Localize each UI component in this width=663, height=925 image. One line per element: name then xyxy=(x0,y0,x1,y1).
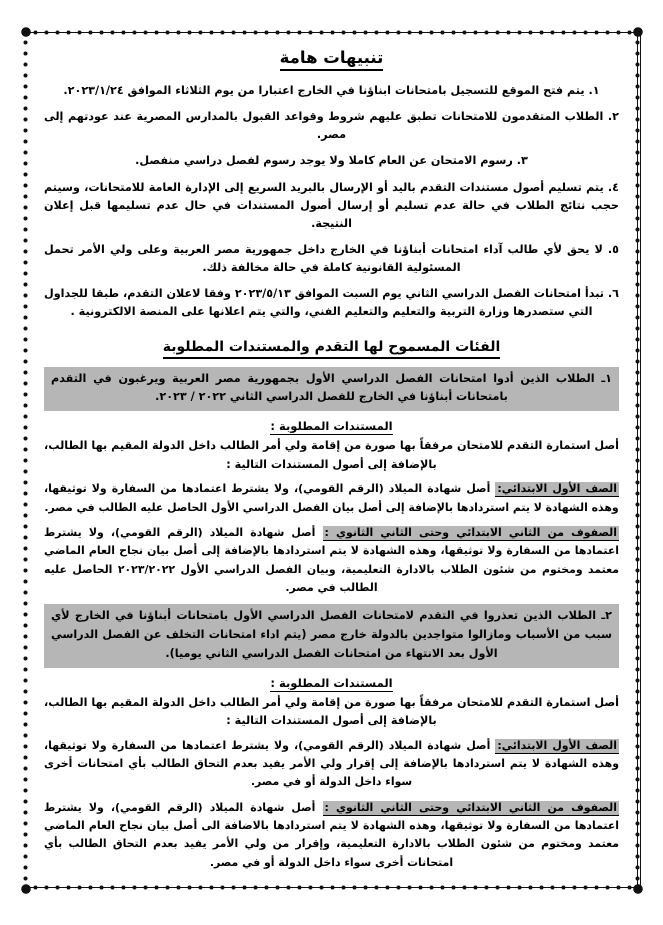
notice-number: ٤. xyxy=(607,180,619,194)
category-highlight-text: الطلاب الذين تعذروا في التقدم لامتحانات الفصل الدراسي الأول بامتحانات أبناؤنا في الخارج لأي سبب من الأسباب ومازالوا متواجدين بالدولة خارج مصر (يتم اداء امتحانات التخلف عن الفصل الدراسي الأول بعد الانتهاء من امتحانات الفصل الدراسي الثاني يوميا). xyxy=(51,609,612,660)
section-title-text: الفئات المسموح لها التقدم والمستندات المطلوبة xyxy=(163,339,501,359)
grade-requirement-paragraph xyxy=(44,737,619,792)
border-beads-bottom xyxy=(22,884,641,891)
category-highlight-text: الطلاب الذين أدوا امتحانات الفصل الدراسي الأول بجمهورية مصر العربية ويرغبون في التقدم بامتحانات أبناؤنا في الخارج للفصل الدراسي الثاني ٢٠٢٢ / ٢٠٢٣. xyxy=(51,371,595,404)
grade-label: الصفوف من الثاني الابتدائي وحتى الثاني الثانوي : xyxy=(324,525,617,539)
corner-ornament-bottom-right xyxy=(632,883,644,895)
notice-text: لا يحق لأي طالب آداء امتحانات أبناؤنا في الخارج داخل جمهورية مصر العربية وعلى ولي الأمر تحمل المسئولية القانونية كاملة في حالة مخالفة ذلك. xyxy=(44,242,603,275)
notice-item xyxy=(44,241,619,277)
notices-list xyxy=(44,82,619,322)
notice-item xyxy=(44,179,619,233)
notice-text: يتم فتح الموقع للتسجيل بامتحانات ابناؤنا في الخارج اعتبارا من يوم الثلاثاء الموافق ٢٠٢٣/١/٢٤. xyxy=(63,84,585,97)
notice-text: تبدأ امتحانات الفصل الدراسي الثاني يوم السبت الموافق ٢٠٢٣/٥/١٣ وفقا لاعلان التقدم، طبقا للجداول التي ستصدرها وزارة التربية والتعليم والتعليم الفني، والتي يتم اعلانها على المنصة الالكترونية . xyxy=(44,287,604,319)
document-content xyxy=(22,28,641,872)
corner-ornament-bottom-left xyxy=(20,883,32,895)
notice-item xyxy=(44,152,619,170)
required-documents-intro: أصل استمارة التقدم للامتحان مرفقاً بها صورة من إقامة ولي أمر الطالب داخل الدولة المقيم بها الطالب، بالإضافة إلى أصول المستندات التالية : xyxy=(44,439,619,471)
grade-label: الصف الأول الابتدائي: xyxy=(497,482,617,496)
grade-requirement-paragraph xyxy=(44,799,619,872)
notice-item xyxy=(44,82,619,100)
notice-number: ٦. xyxy=(607,287,620,301)
grade-requirement-text: أصل شهادة الميلاد (الرقم القومي)، ولا يشترط اعتمادها من السفارة ولا توثيقها، وهذه الشهادة لا يتم استردادها بالإضافة إلى أصل بيان الفصل الدراسي الأول الحاصل عليه الطالب في مصر. xyxy=(44,482,619,514)
notice-number: ٣. xyxy=(516,154,528,168)
grade-label: الصفوف من الثاني الابتدائي وحتى الثاني الثانوي : xyxy=(324,800,617,814)
section-title xyxy=(44,330,619,363)
required-documents-intro: أصل استمارة التقدم للامتحان مرفقاً بها صورة من إقامة ولي أمر الطالب داخل الدولة المقيم بها الطالب، بالإضافة إلى أصول المستندات التالية : xyxy=(44,695,619,728)
required-documents-heading xyxy=(44,419,619,433)
border-rule-bottom xyxy=(22,887,641,888)
page-title xyxy=(44,42,619,74)
category-highlight-block xyxy=(44,604,619,667)
notice-item xyxy=(44,285,619,321)
grade-requirement-text: أصل شهادة الميلاد (الرقم القومي)، ولا يشترط اعتمادها من السفارة ولا توثيقها، وهذه الشهادة لا يتم استردادها بالاضافة الى أصل بيان نجاح العام الماضي معتمد ومختوم من شئون الطلاب بالادارة التعليمية، وإقرار من ولي الأمر يفيد بعدم التحاق الطالب بأي امتحانات أخرى سواء داخل الدولة أو في مصر. xyxy=(44,800,619,869)
grade-requirement-paragraph xyxy=(44,524,619,597)
grade-requirement-text: أصل شهادة الميلاد (الرقم القومي)، ولا يشترط اعتمادها من السفارة ولا توثيقها، وهذه الشهادة لا يتم استردادها بالإضافة إلى أصل بيان نجاح العام الماضي معتمد ومختوم من شئون الطلاب بالادارة التعليمية، وبيان الفصل الدراسي الأول ٢٠٢٣/٢٠٢٢ الحاصل عليه الطالب في مصر. xyxy=(44,525,619,594)
page-title-text: تنبيهات هامة xyxy=(280,48,384,71)
required-documents-heading-text: المستندات المطلوبة : xyxy=(270,419,393,434)
notice-number: ١. xyxy=(588,84,600,97)
grade-requirement-paragraph xyxy=(44,480,619,517)
required-documents-heading xyxy=(44,676,619,690)
category-number: ٢ـ xyxy=(601,609,612,623)
notice-text: رسوم الامتحان عن العام كاملا ولا يوجد رسوم لفصل دراسي منفصل. xyxy=(135,154,513,168)
notice-text: الطلاب المتقدمون للامتحانات تطبق عليهم شروط وقواعد القبول بالمدارس المصرية عند عودتهم إلى مصر. xyxy=(44,110,604,142)
category-number: ١ـ xyxy=(601,371,612,385)
notice-number: ٢. xyxy=(607,110,619,124)
grade-requirement-text: أصل شهادة الميلاد (الرقم القومي)، ولا يشترط اعتمادها من السفارة ولا توثيقها، وهذه الشهادة لا يتم استردادها بالإضافة إلى إقرار ولي الأمر يفيد بعدم التحاق الطالب بأي امتحانات أخرى سواء داخل الدولة أو في مصر. xyxy=(44,738,619,789)
required-documents-heading-text: المستندات المطلوبة : xyxy=(270,675,393,690)
notice-item xyxy=(44,108,619,144)
notice-number: ٥. xyxy=(607,242,620,256)
category-highlight-block xyxy=(44,367,619,412)
notice-text: يتم تسليم أصول مستندات التقدم باليد أو الإرسال بالبريد السريع إلى الإدارة العامة للامتحانات، وسيتم حجب نتائج الطلاب في حالة عدم تسليم أو إرسال أصول المستندات في حال عدم تسليمها قبل إعلان النتيجة. xyxy=(44,180,619,230)
grade-label: الصف الأول الابتدائي: xyxy=(497,738,617,752)
